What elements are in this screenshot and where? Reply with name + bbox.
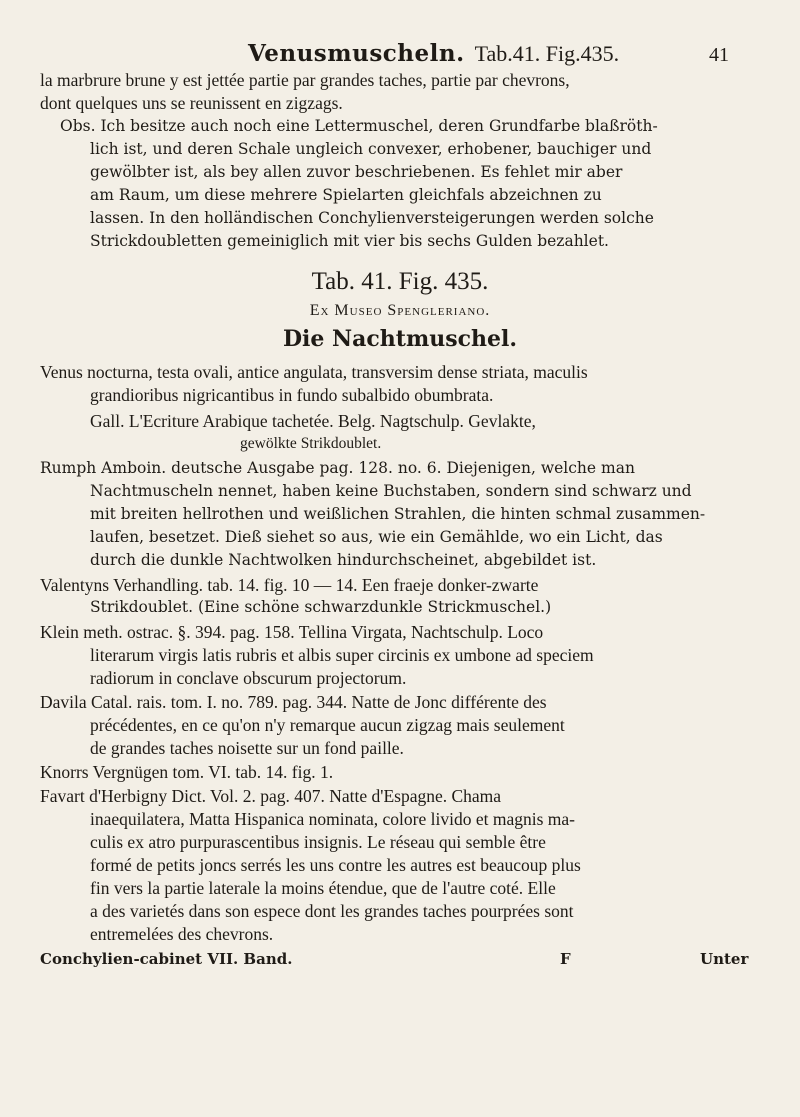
text-line: lassen. In den holländischen Conchylienversteigerungen werden solche [90,209,654,227]
text-line: formé de petits joncs serrés les uns contre les autres est beaucoup plus [90,855,581,875]
text-line: fin vers la partie laterale la moins étendue, que de l'autre coté. Elle [90,878,556,898]
shell-name: Die Nachtmuschel. [282,326,518,352]
running-title: Venusmuscheln. [248,40,465,67]
citation-klein: Klein meth. ostrac. §. 394. pag. 158. Tellina Virgata, Nachtschulp. Loco [40,622,544,642]
text-line: gewölkte Strikdoublet. [240,435,382,452]
text-line: précédentes, en ce qu'on n'y remarque aucun zigzag mais seulement [90,715,565,735]
latin-description: Venus nocturna, testa ovali, antice angulata, transversim dense striata, maculis [40,362,588,382]
footer-book-title: Conchylien-cabinet VII. Band. [40,950,293,968]
citation-valentyn: Valentyns Verhandling. tab. 14. fig. 10 — 14. Een fraeje donker-zwarte [40,575,539,595]
plate-reference: Tab.41. Fig.435. [474,41,620,66]
text-line: lich ist, und deren Schale ungleich convexer, erhobener, bauchiger und [90,140,652,158]
running-header [248,40,620,70]
text-line: literarum virgis latis rubris et albis super circinis ex umbone ad speciem [90,645,594,665]
museum-line: Ex Museo Spengleriano. [309,302,491,319]
text-line: mit breiten hellrothen und weißlichen Strahlen, die hinten schmal zusammen- [90,505,706,523]
text-line: culis ex atro purpurascentibus insignis. Le réseau qui semble être [90,832,546,852]
text-line: a des varietés dans son espece dont les grandes taches pourprées sont [90,901,574,921]
plate-heading: Tab. 41. Fig. 435. [311,268,489,295]
text-line: Strikdoublet. (Eine schöne schwarzdunkle Strickmuschel.) [90,598,552,616]
text-line: radiorum in conclave obscurum projectorum. [90,668,407,688]
citation-rumph: Rumph Amboin. deutsche Ausgabe pag. 128. no. 6. Diejenigen, welche man [40,459,635,477]
footer-signature: F [560,950,571,968]
text-line: Strickdoubletten gemeiniglich mit vier bis sechs Gulden bezahlet. [90,232,609,250]
text-line: laufen, besetzet. Dieß siehet so aus, wie ein Gemählde, wo ein Licht, das [90,528,663,546]
citation-davila: Davila Catal. rais. tom. I. no. 789. pag. 344. Natte de Jonc différente des [40,692,547,712]
text-line: la marbrure brune y est jettée partie par grandes taches, partie par chevrons, [40,70,570,90]
citation-knorr: Knorrs Vergnügen tom. VI. tab. 14. fig. 1. [40,762,334,782]
text-line: de grandes taches noisette sur un fond paille. [90,738,404,758]
text-line: dont quelques uns se reunissent en zigzags. [40,93,343,113]
text-line: Gall. L'Ecriture Arabique tachetée. Belg. Nagtschulp. Gevlakte, [90,411,536,431]
citation-favart: Favart d'Herbigny Dict. Vol. 2. pag. 407. Natte d'Espagne. Chama [40,786,502,806]
text-line: am Raum, um diese mehrere Spielarten gleichfals abzeichnen zu [90,186,602,204]
text-line: gewölbter ist, als bey allen zuvor beschriebenen. Es fehlet mir aber [90,163,623,181]
page-number: 41 [709,44,729,66]
text-line: entremelées des chevrons. [90,924,274,944]
text-line: Nachtmuscheln nennet, haben keine Buchstaben, sondern sind schwarz und [90,482,692,500]
text-line: grandioribus nigricantibus in fundo subalbido obumbrata. [90,385,494,405]
footer-catchword: Unter [700,950,749,968]
text-line: durch die dunkle Nachtwolken hindurchscheinet, abgebildet ist. [90,551,597,569]
text-line: inaequilatera, Matta Hispanica nominata, colore livido et magnis ma- [90,809,575,829]
text-line: Obs. Ich besitze auch noch eine Lettermuschel, deren Grundfarbe blaßröth- [60,117,658,135]
